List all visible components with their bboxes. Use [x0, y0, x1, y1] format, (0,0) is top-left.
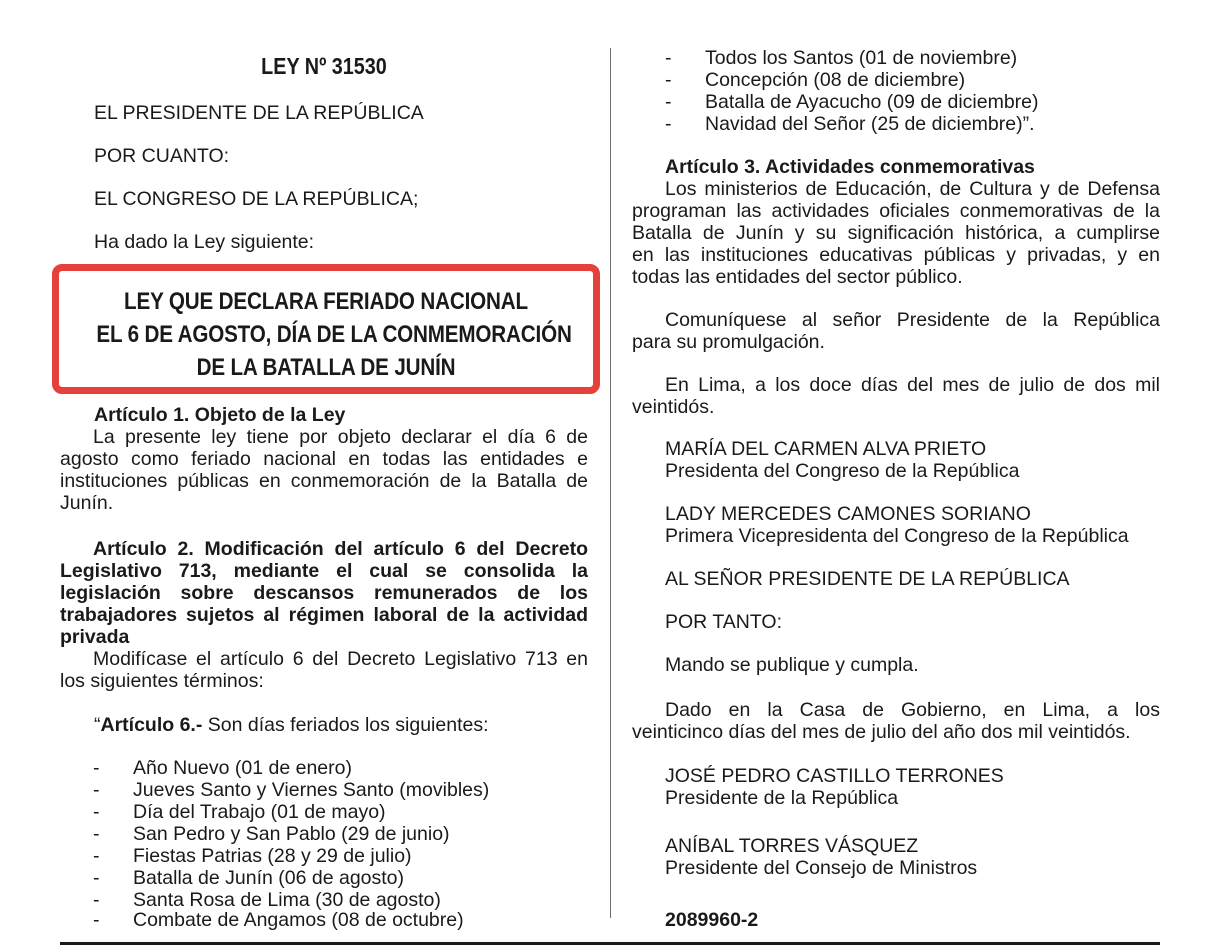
article6-text: Son días feriados los siguientes: [202, 714, 489, 736]
bullet-dash: - [665, 69, 672, 91]
communicate-line: Comuníquese al señor Presidente de la República [665, 309, 1160, 331]
bullet-dash: - [93, 801, 100, 823]
publication-code: 2089960-2 [665, 909, 759, 931]
lima-line: veintidós. [632, 396, 715, 418]
holiday-text: Santa Rosa de Lima (30 de agosto) [133, 889, 441, 911]
quote-mark: “ [94, 714, 101, 736]
law-title-line: LEY QUE DECLARA FERIADO NACIONAL [124, 288, 528, 315]
article1-line: agosto como feriado nacional en todas las entidades e [60, 448, 588, 470]
bullet-dash: - [93, 845, 100, 867]
article3-line: en las instituciones educativas públicas y privadas, y en [632, 244, 1160, 266]
bullet-dash: - [665, 47, 672, 69]
article2-body-line: los siguientes términos: [60, 670, 264, 692]
signatory-name: JOSÉ PEDRO CASTILLO TERRONES [665, 765, 1004, 787]
article1-heading: Artículo 1. Objeto de la Ley [94, 404, 346, 426]
signatory-role: Presidente de la República [665, 787, 899, 809]
signatory-name: ANÍBAL TORRES VÁSQUEZ [665, 835, 919, 857]
bullet-dash: - [93, 823, 100, 845]
bullet-dash: - [665, 91, 672, 113]
bullet-dash: - [93, 779, 100, 801]
bullet-dash: - [665, 113, 672, 135]
article3-line: Los ministerios de Educación, de Cultura y de Defensa [665, 178, 1160, 200]
article1-line: instituciones públicas en conmemoración de la Batalla de [60, 470, 588, 492]
bullet-dash: - [93, 909, 100, 931]
communicate-line: para su promulgación. [632, 331, 825, 353]
law-number: LEY Nº 31530 [261, 53, 387, 79]
article3-line: programan las actividades oficiales conmemorativas de la [632, 200, 1160, 222]
dado-line: Dado en la Casa de Gobierno, en Lima, a los [665, 699, 1160, 721]
preamble-president: EL PRESIDENTE DE LA REPÚBLICA [94, 102, 424, 124]
article1-line: Junín. [60, 492, 114, 514]
article2-heading-line: Legislativo 713, mediante el cual se consolida la [60, 560, 588, 582]
article2-heading-line: privada [60, 626, 130, 648]
article2-body-line: Modifícase el artículo 6 del Decreto Legislativo 713 en [93, 648, 588, 670]
column-divider [610, 48, 611, 918]
article6-label: Artículo 6.- [100, 714, 203, 736]
signatory-name: LADY MERCEDES CAMONES SORIANO [665, 503, 1031, 525]
holiday-text: Concepción (08 de diciembre) [705, 69, 966, 91]
mando: Mando se publique y cumpla. [665, 654, 919, 676]
article6-intro [94, 715, 588, 737]
bottom-rule [60, 942, 1160, 945]
article3-line: todas las entidades del sector público. [632, 266, 963, 288]
bullet-dash: - [93, 757, 100, 779]
holiday-text: Año Nuevo (01 de enero) [133, 757, 352, 779]
article3-line: Batalla de Junín y su significación histórica, a cumplirse [632, 222, 1160, 244]
holiday-text: San Pedro y San Pablo (29 de junio) [133, 823, 450, 845]
preamble-congress: EL CONGRESO DE LA REPÚBLICA; [94, 188, 419, 210]
holiday-text: Batalla de Junín (06 de agosto) [133, 867, 405, 889]
law-title-line: DE LA BATALLA DE JUNÍN [196, 354, 456, 381]
signatory-role: Primera Vicepresidenta del Congreso de la República [665, 525, 1129, 547]
preamble-given: Ha dado la Ley siguiente: [94, 231, 315, 253]
holiday-text: Fiestas Patrias (28 y 29 de julio) [133, 845, 412, 867]
bullet-dash: - [93, 867, 100, 889]
dado-line: veinticinco días del mes de julio del año dos mil veintidós. [632, 721, 1131, 743]
holiday-text: Batalla de Ayacucho (09 de diciembre) [705, 91, 1039, 113]
lima-line: En Lima, a los doce días del mes de julio de dos mil [665, 374, 1160, 396]
law-title-line: EL 6 DE AGOSTO, DÍA DE LA CONMEMORACIÓN [96, 321, 572, 348]
por-tanto: POR TANTO: [665, 611, 783, 633]
signatory-role: Presidenta del Congreso de la República [665, 460, 1020, 482]
signatory-role: Presidente del Consejo de Ministros [665, 857, 978, 879]
article3-heading: Artículo 3. Actividades conmemorativas [665, 156, 1035, 178]
article1-line: La presente ley tiene por objeto declarar el día 6 de [93, 426, 588, 448]
law-title-highlight-box [52, 264, 600, 394]
article2-heading-line: legislación sobre descansos remunerados de los [60, 582, 588, 604]
holiday-text: Jueves Santo y Viernes Santo (movibles) [133, 779, 490, 801]
article2-heading-line: trabajadores sujetos al régimen laboral de la actividad [60, 604, 588, 626]
holiday-text: Todos los Santos (01 de noviembre) [705, 47, 1018, 69]
preamble-por-cuanto: POR CUANTO: [94, 145, 230, 167]
holiday-text: Día del Trabajo (01 de mayo) [133, 801, 386, 823]
holiday-text: Navidad del Señor (25 de diciembre)”. [705, 113, 1035, 135]
addressee: AL SEÑOR PRESIDENTE DE LA REPÚBLICA [665, 568, 1070, 590]
signatory-name: MARÍA DEL CARMEN ALVA PRIETO [665, 438, 987, 460]
bullet-dash: - [93, 889, 100, 911]
holiday-text: Combate de Angamos (08 de octubre) [133, 909, 464, 931]
article2-heading-line: Artículo 2. Modificación del artículo 6 del Decreto [93, 538, 588, 560]
